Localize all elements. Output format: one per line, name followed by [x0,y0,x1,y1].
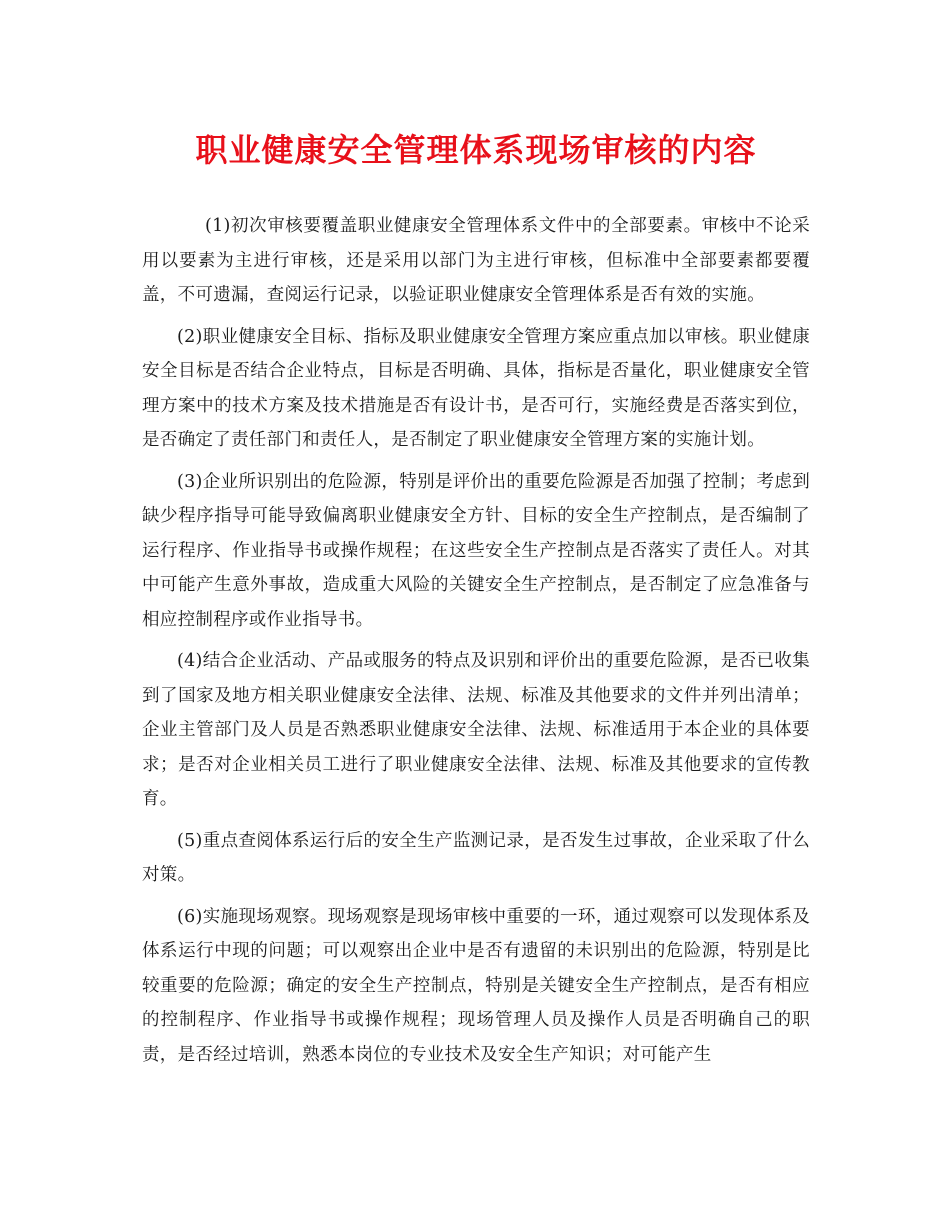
paragraph-5: (5)重点查阅体系运行后的安全生产监测记录，是否发生过事故，企业采取了什么对策。 [142,830,810,885]
paragraph-3: (3)企业所识别出的危险源，特别是评价出的重要危险源是否加强了控制；考虑到缺少程序指导可能导致偏离职业健康安全方针、目标的安全生产控制点，是否编制了运行程序、作业指导书或操作规程；在这些安全生产控制点是否落实了责任人。对其中可能产生意外事故，造成重大风险的关键安全生产控制点，是否制定了应急准备与相应控制程序或作业指导书。 [142,471,810,630]
document-title: 职业健康安全管理体系现场审核的内容 [195,131,757,169]
paragraph-2: (2)职业健康安全目标、指标及职业健康安全管理方案应重点加以审核。职业健康安全目标是否结合企业特点，目标是否明确、具体，指标是否量化，职业健康安全管理方案中的技术方案及技术措施是否有设计书，是否可行，实施经费是否落实到位，是否确定了责任部门和责任人，是否制定了职业健康安全管理方案的实施计划。 [142,326,810,450]
paragraph-4: (4)结合企业活动、产品或服务的特点及识别和评价出的重要危险源，是否已收集到了国家及地方相关职业健康安全法律、法规、标准及其他要求的文件并列出清单；企业主管部门及人员是否熟悉职业健康安全法律、法规、标准适用于本企业的具体要求；是否对企业相关员工进行了职业健康安全法律、法规、标准及其他要求的宣传教育。 [142,651,810,809]
paragraph-1: (1)初次审核要覆盖职业健康安全管理体系文件中的全部要素。审核中不论采用以要素为主进行审核，还是采用以部门为主进行审核，但标准中全部要素都要覆盖，不可遗漏，查阅运行记录，以验证职业健康安全管理体系是否有效的实施。 [142,216,810,305]
paragraph-6: (6)实施现场观察。现场观察是现场审核中重要的一环，通过观察可以发现体系及体系运行中现的问题；可以观察出企业中是否有遗留的未识别出的危险源，特别是比较重要的危险源；确定的安全生产控制点，特别是关键安全生产控制点，是否有相应的控制程序、作业指导书或操作规程；现场管理人员及操作人员是否明确自己的职责，是否经过培训，熟悉本岗位的专业技术及安全生产知识；对可能产生 [142,906,810,1065]
